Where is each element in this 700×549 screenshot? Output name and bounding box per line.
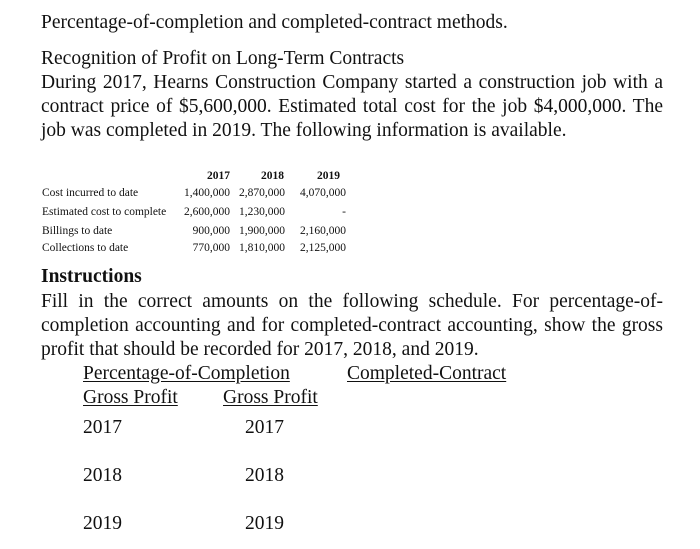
- cell-cost-2018: 2,870,000: [239, 187, 285, 199]
- cell-estimate-2018: 1,230,000: [239, 206, 285, 218]
- cell-billings-2018: 1,900,000: [239, 225, 285, 237]
- cell-cost-2019: 4,070,000: [300, 187, 346, 199]
- instructions-text: Fill in the correct amounts on the following schedule. For percentage-of-completion accounting and for completed-contract accounting, show the gross profit that should be recorded for 2017, 2018, and 2019.: [41, 291, 663, 360]
- poc-heading: Percentage-of-Completion: [83, 363, 290, 384]
- poc-year-2018: 2018: [83, 465, 122, 486]
- poc-year-2019: 2019: [83, 513, 122, 534]
- cell-billings-2017: 900,000: [192, 225, 230, 237]
- year-header-2017: 2017: [207, 170, 230, 182]
- cell-collections-2019: 2,125,000: [300, 242, 346, 254]
- cc-year-2018: 2018: [245, 465, 284, 486]
- cell-estimate-2017: 2,600,000: [184, 206, 230, 218]
- year-header-2018: 2018: [261, 170, 284, 182]
- cell-collections-2018: 1,810,000: [239, 242, 285, 254]
- row-label-collections: Collections to date: [42, 242, 129, 254]
- cc-gross-profit-heading: Gross Profit: [223, 387, 318, 408]
- year-header-2019: 2019: [317, 170, 340, 182]
- problem-title: Percentage-of-completion and completed-contract methods.: [41, 12, 508, 33]
- row-label-cost-incurred: Cost incurred to date: [42, 187, 139, 199]
- cc-heading: Completed-Contract: [347, 363, 507, 384]
- poc-gross-profit-heading: Gross Profit: [83, 387, 178, 408]
- problem-subtitle: Recognition of Profit on Long-Term Contracts: [41, 48, 405, 69]
- cell-billings-2019: 2,160,000: [300, 225, 346, 237]
- poc-year-2017: 2017: [83, 417, 122, 438]
- row-label-estimated-cost: Estimated cost to complete: [42, 206, 167, 218]
- cc-year-2019: 2019: [245, 513, 284, 534]
- instructions-heading: Instructions: [41, 266, 142, 287]
- cell-estimate-2019: -: [342, 206, 346, 218]
- cc-year-2017: 2017: [245, 417, 284, 438]
- cell-cost-2017: 1,400,000: [184, 187, 230, 199]
- problem-description: During 2017, Hearns Construction Company started a construction job with a contract price of $5,600,000. Estimated total cost for the job $4,000,000. The job was completed in 2019. The following information is available.: [41, 72, 663, 141]
- cell-collections-2017: 770,000: [192, 242, 230, 254]
- row-label-billings: Billings to date: [42, 225, 113, 237]
